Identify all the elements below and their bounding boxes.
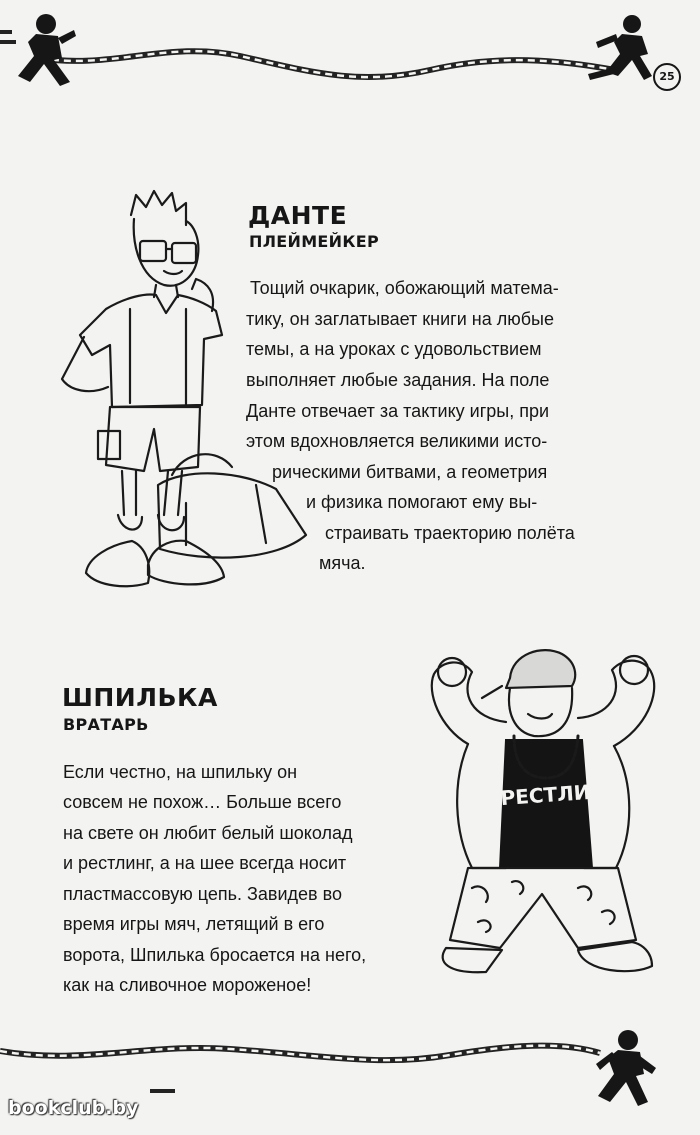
shpilka-description-line: ворота, Шпилька бросается на него, xyxy=(63,945,367,965)
shpilka-description-line: совсем не похож… Больше всего xyxy=(63,792,342,812)
dante-description-line: страивать траекторию полёта xyxy=(325,523,575,543)
page-number: 25 xyxy=(659,70,675,83)
dante-description-line: этом вдохновляется великими исто- xyxy=(246,431,548,451)
dante-description-line: темы, а на уроках с удовольствием xyxy=(246,339,542,359)
shpilka-description-line: пластмассовую цепь. Завидев во xyxy=(63,884,342,904)
shpilka-illustration xyxy=(402,632,692,982)
shpilka-description-line: время игры мяч, летящий в его xyxy=(63,914,325,934)
dante-name-heading: ДАНТЕ xyxy=(248,201,348,230)
page-number-badge xyxy=(653,63,681,91)
shpilka-name-heading: ШПИЛЬКА xyxy=(62,683,218,712)
dante-description-line: выполняет любые задания. На поле xyxy=(246,370,550,390)
dante-description-line: мяча. xyxy=(319,553,366,573)
runner-silhouette-bottom-right-icon xyxy=(586,1028,666,1118)
dante-description-line: тику, он заглатывает книги на любые xyxy=(246,309,554,329)
shpilka-description-line: на свете он любит белый шоколад xyxy=(63,823,353,843)
dante-description-line: рическими битвами, а геометрия xyxy=(272,462,548,482)
dante-description-line: Данте отвечает за тактику игры, при xyxy=(246,401,550,421)
bookclub-watermark: bookclub.by xyxy=(8,1097,139,1119)
runner-silhouette-top-left-icon xyxy=(8,12,78,92)
shpilka-description-line: Если честно, на шпильку он xyxy=(63,762,298,782)
shpilka-description-line: и рестлинг, а на шее всегда носит xyxy=(63,853,347,873)
dante-role-subheading: ПЛЕЙМЕЙКЕР xyxy=(249,232,379,251)
shpilka-shirt-text: РЕСТЛИ xyxy=(499,779,592,811)
dante-description-line: Тощий очкарик, обожающий матема- xyxy=(250,278,559,298)
shpilka-role-subheading: ВРАТАРЬ xyxy=(63,715,149,734)
dante-description-line: и физика помогают ему вы- xyxy=(306,492,538,512)
shpilka-description-line: как на сливочное мороженое! xyxy=(63,975,312,995)
